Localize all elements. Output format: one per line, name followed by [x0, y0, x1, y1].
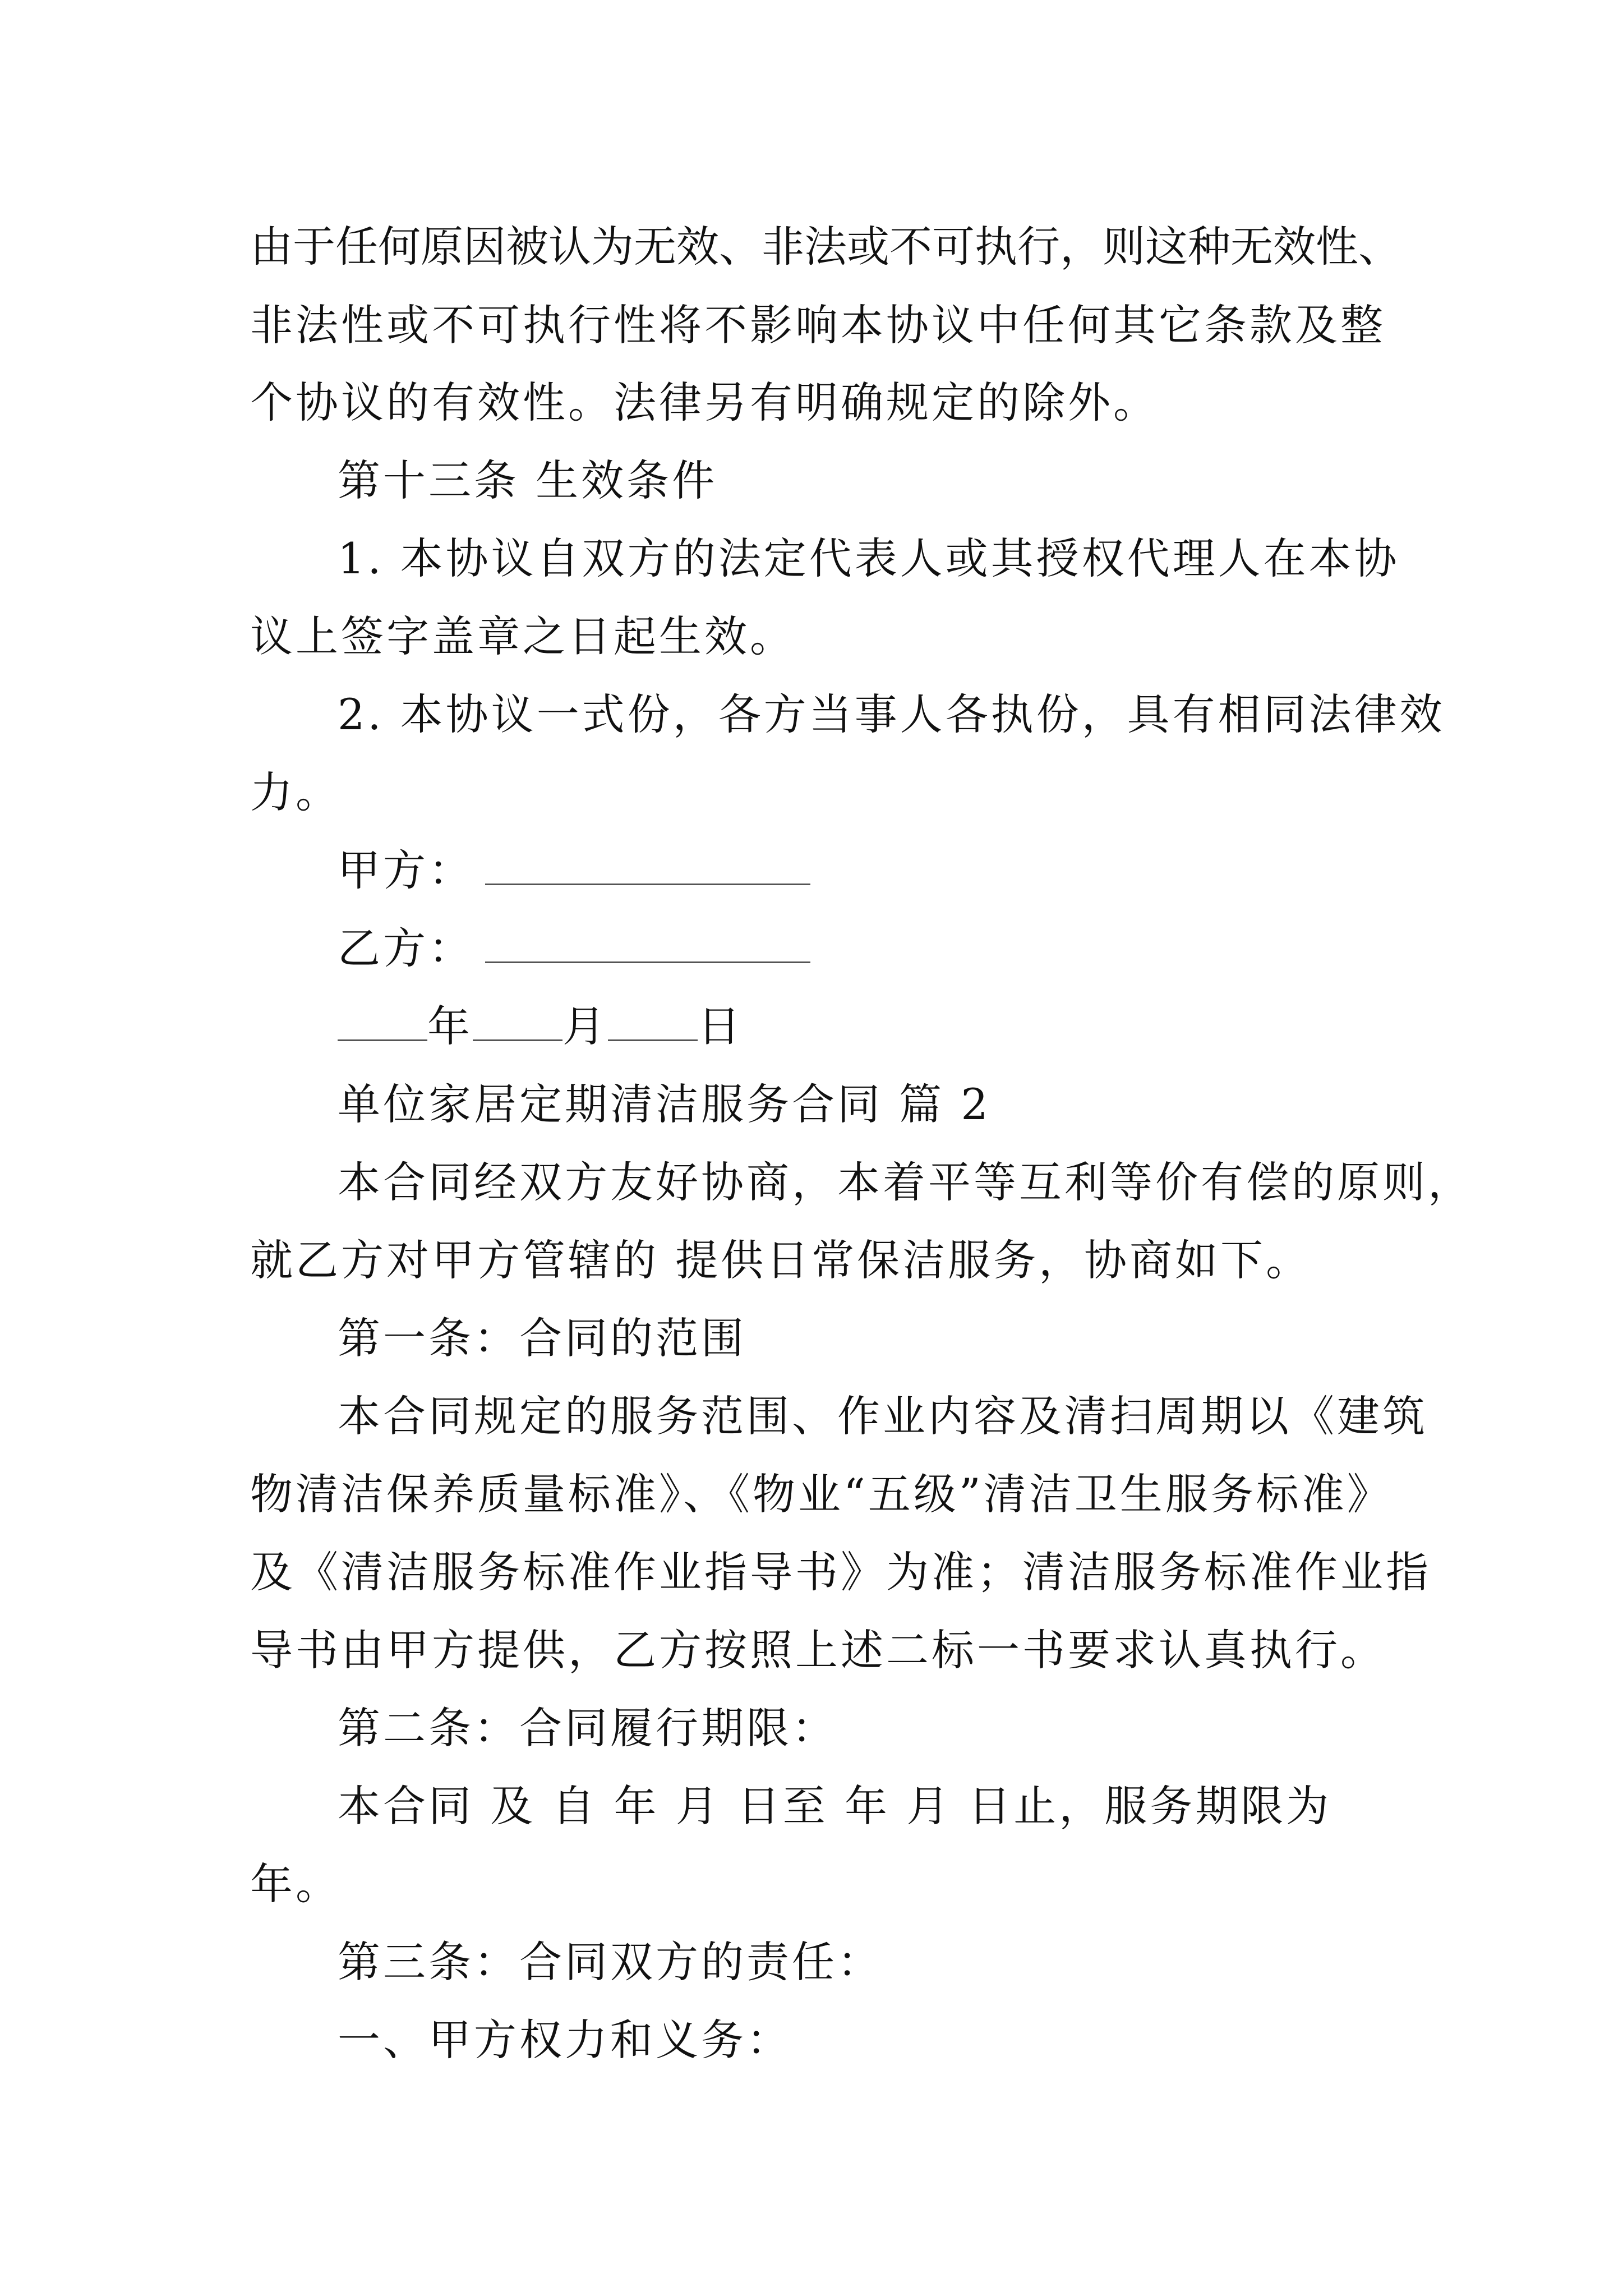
line-text: 由于任何原因被认为无效、非法或不可执行，则这种无效性、 — [250, 222, 1401, 272]
party-b-label: 乙方： — [338, 923, 474, 973]
section-heading — [338, 447, 1470, 514]
text-line — [338, 1383, 1428, 1450]
text-line — [250, 1617, 1386, 1684]
line-text: 2. 本协议一式份，各方当事人各执份，具有相同法律效 — [338, 689, 1445, 739]
party-a-signature-blank — [485, 872, 810, 885]
month-label: 月 — [562, 1001, 608, 1051]
year-label: 年 — [427, 1001, 473, 1051]
line-text: 力。 — [250, 767, 341, 817]
line-text: 物清洁保养质量标准》、《物业“五级”清洁卫生服务标准》 — [250, 1469, 1393, 1519]
title-text: 单位家居定期清洁服务合同 篇 2 — [338, 1079, 991, 1129]
line-text: 本合同规定的服务范围、作业内容及清扫周期以《建筑 — [338, 1391, 1428, 1441]
heading-text: 一、甲方权力和义务： — [338, 2015, 792, 2065]
party-a-label: 甲方： — [338, 845, 474, 895]
text-line — [250, 1539, 1431, 1606]
text-line — [250, 1227, 1383, 1294]
text-line — [250, 292, 1386, 359]
line-text: 议上签字盖章之日起生效。 — [250, 611, 795, 661]
month-blank — [473, 1028, 562, 1041]
text-line — [250, 213, 1401, 280]
heading-text: 第二条：合同履行期限： — [338, 1703, 837, 1753]
day-blank — [608, 1028, 698, 1041]
subsection-heading — [338, 2007, 1470, 2074]
date-line — [338, 993, 1470, 1060]
text-line — [250, 759, 1383, 826]
text-line — [250, 1851, 1383, 1918]
year-blank — [338, 1028, 427, 1041]
text-line — [338, 525, 1400, 592]
section-heading — [338, 1695, 1470, 1762]
contract-title — [338, 1071, 1470, 1138]
line-text: 个协议的有效性。法律另有明确规定的除外。 — [250, 378, 1159, 427]
signature-party-b — [338, 915, 1470, 982]
signature-party-a — [338, 837, 1470, 904]
line-text: 就乙方对甲方管辖的 提供日常保洁服务，协商如下。 — [250, 1235, 1312, 1285]
heading-text: 第一条：合同的范围 — [338, 1313, 746, 1363]
line-text: 本合同 及 自 年 月 日至 年 月 日止，服务期限为 — [338, 1781, 1332, 1831]
line-text: 及《清洁服务标准作业指导书》为准；清洁服务标准作业指 — [250, 1547, 1431, 1597]
text-line — [338, 681, 1445, 748]
section-heading — [338, 1929, 1470, 1996]
text-line — [250, 1461, 1393, 1528]
heading-text: 第三条：合同双方的责任： — [338, 1937, 883, 1987]
text-line — [338, 1149, 1473, 1216]
day-label: 日 — [698, 1001, 743, 1051]
text-line — [338, 1773, 1383, 1840]
text-line — [250, 603, 1383, 670]
heading-text: 第十三条 生效条件 — [338, 455, 718, 505]
line-text: 本合同经双方友好协商，本着平等互利等价有偿的原则， — [338, 1157, 1473, 1207]
party-b-signature-blank — [485, 950, 810, 963]
line-text: 非法性或不可执行性将不影响本协议中任何其它条款及整 — [250, 300, 1386, 350]
line-text: 1. 本协议自双方的法定代表人或其授权代理人在本协 — [338, 533, 1400, 583]
section-heading — [338, 1305, 1470, 1372]
line-text: 导书由甲方提供，乙方按照上述二标一书要求认真执行。 — [250, 1625, 1386, 1675]
line-text: 年。 — [250, 1859, 341, 1909]
text-line — [250, 369, 1383, 436]
